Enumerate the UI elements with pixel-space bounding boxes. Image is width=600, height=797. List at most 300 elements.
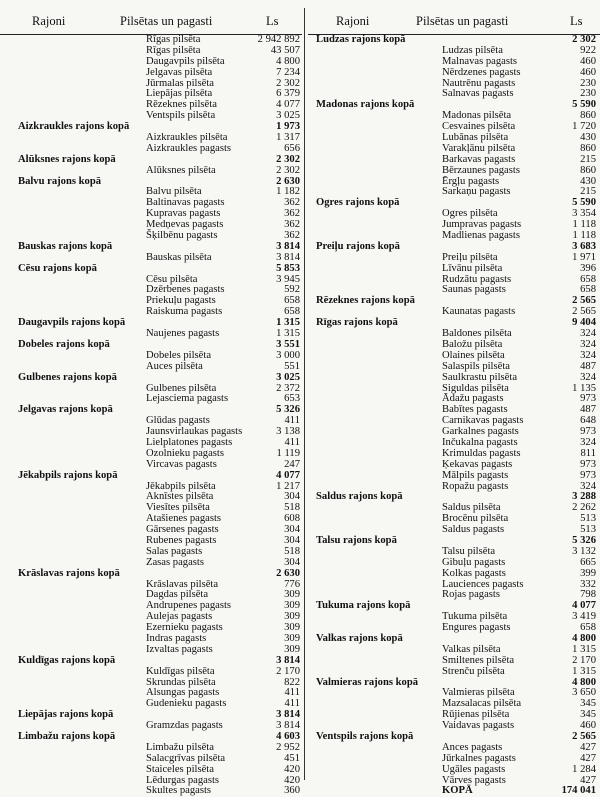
- amount-ls: 1 119: [276, 447, 300, 459]
- amount-ls: 5 326: [276, 404, 300, 416]
- place-name: Baložu pilsēta: [442, 338, 503, 350]
- district-name: Cēsu rajons kopā: [18, 262, 97, 274]
- amount-ls: 860: [580, 164, 596, 176]
- place-name: Ludzas pilsēta: [442, 44, 503, 56]
- amount-ls: 362: [284, 197, 300, 209]
- header-pilsetas: Pilsētas un pagasti: [120, 14, 213, 28]
- amount-ls: 396: [580, 262, 596, 274]
- district-total-row: [0, 264, 302, 275]
- amount-ls: 43 507: [270, 44, 300, 56]
- amount-ls: 324: [580, 349, 596, 361]
- amount-ls: 658: [580, 284, 596, 296]
- place-name: Ādažu pagasts: [442, 393, 504, 405]
- place-name: Saulkrastu pilsēta: [442, 371, 518, 383]
- place-name: Gudenieku pagasts: [146, 698, 227, 710]
- place-name: Valkas pilsēta: [442, 643, 501, 655]
- amount-ls: 1 317: [276, 132, 300, 144]
- amount-ls: 592: [284, 284, 300, 296]
- place-name: Mazsalacas pilsēta: [442, 698, 522, 710]
- district-name: Balvu rajons kopā: [18, 175, 102, 187]
- place-name: Aulejas pagasts: [146, 611, 213, 623]
- amount-ls: 3 419: [572, 611, 596, 623]
- amount-ls: 2 170: [276, 665, 300, 677]
- district-name: Saldus rajons kopā: [316, 491, 403, 503]
- place-name: Carnikavas pagasts: [442, 415, 524, 427]
- district-name: Kuldīgas rajons kopā: [18, 654, 116, 666]
- place-name: Rubenes pagasts: [146, 534, 217, 546]
- amount-ls: 648: [580, 415, 596, 427]
- place-name: Valmieras pilsēta: [442, 687, 515, 699]
- place-name: Baldones pilsēta: [442, 328, 512, 340]
- amount-ls: 2 302: [572, 34, 596, 45]
- amount-ls: 420: [284, 774, 300, 786]
- amount-ls: 658: [284, 295, 300, 307]
- place-name: Vaidavas pagasts: [442, 720, 515, 732]
- place-name: Salacgrīvas pilsēta: [146, 752, 226, 764]
- amount-ls: 304: [284, 534, 300, 546]
- amount-ls: 3 288: [572, 491, 596, 503]
- place-name: Vārves pagasts: [442, 774, 506, 786]
- district-name: Jēkabpils rajons kopā: [18, 469, 118, 481]
- amount-ls: 658: [284, 306, 300, 318]
- amount-ls: 656: [284, 142, 300, 154]
- amount-ls: 411: [284, 687, 300, 699]
- amount-ls: 2 302: [276, 77, 300, 89]
- table-row: [0, 667, 302, 678]
- place-name: Medņevas pagasts: [146, 219, 224, 231]
- place-name: Nautrēnu pagasts: [442, 77, 516, 89]
- district-name: Madonas rajons kopā: [316, 99, 415, 111]
- district-name: Daugavpils rajons kopā: [18, 317, 126, 329]
- place-name: Salas pagasts: [146, 545, 203, 557]
- place-name: Limbažu pilsēta: [146, 741, 214, 753]
- amount-ls: 3 138: [276, 426, 300, 438]
- amount-ls: 2 302: [276, 153, 300, 165]
- place-name: Auces pilsēta: [146, 360, 203, 372]
- table-row: [308, 264, 600, 275]
- district-name: Rīgas rajons kopā: [316, 317, 398, 329]
- amount-ls: 5 590: [572, 99, 596, 111]
- place-name: Jelgavas pilsēta: [146, 66, 213, 78]
- place-name: Dzērbenes pagasts: [146, 284, 225, 296]
- table-row: [308, 667, 600, 678]
- amount-ls: 345: [580, 709, 596, 721]
- amount-ls: 1 720: [572, 121, 596, 133]
- amount-ls: 3 650: [572, 687, 596, 699]
- district-name: Valkas rajons kopā: [316, 632, 403, 644]
- amount-ls: 345: [580, 698, 596, 710]
- place-name: Lēdurgas pagasts: [146, 774, 220, 786]
- place-name: Rīgas pilsēta: [146, 44, 201, 56]
- amount-ls: 4 800: [572, 632, 596, 644]
- place-name: Babītes pagasts: [442, 404, 508, 416]
- header-ls: Ls: [570, 14, 583, 28]
- amount-ls: 653: [284, 393, 300, 405]
- place-name: Skrundas pilsēta: [146, 676, 216, 688]
- place-name: Kuldīgas pilsēta: [146, 665, 215, 677]
- place-name: Kaunatas pagasts: [442, 306, 516, 318]
- place-name: Zasas pagasts: [146, 556, 204, 568]
- place-name: Malnavas pagasts: [442, 55, 518, 67]
- amount-ls: 427: [580, 752, 596, 764]
- amount-ls: 362: [284, 219, 300, 231]
- place-name: Mālpils pagasts: [442, 469, 509, 481]
- district-name: Dobeles rajons kopā: [18, 338, 110, 350]
- amount-ls: 3 025: [276, 371, 300, 383]
- place-name: Strenču pilsēta: [442, 665, 505, 677]
- amount-ls: 658: [580, 273, 596, 285]
- place-name: Rīgas pilsēta: [146, 34, 201, 45]
- district-total-row: [0, 373, 302, 384]
- place-name: Talsu pilsēta: [442, 545, 496, 557]
- amount-ls: 1 135: [572, 382, 596, 394]
- table-row: [0, 765, 302, 776]
- place-name: Krimuldas pagasts: [442, 447, 521, 459]
- amount-ls: 324: [580, 371, 596, 383]
- place-name: Andrupenes pagasts: [146, 600, 232, 612]
- amount-ls: 309: [284, 632, 300, 644]
- place-name: Lielplatones pagasts: [146, 436, 233, 448]
- place-name: Balvu pilsēta: [146, 186, 202, 198]
- amount-ls: 3 025: [276, 110, 300, 122]
- table-row: [308, 558, 600, 569]
- district-name: Gulbenes rajons kopā: [18, 371, 117, 383]
- amount-ls: 174 041: [561, 785, 596, 797]
- amount-ls: 2 565: [572, 731, 596, 742]
- amount-ls: 304: [284, 556, 300, 568]
- table-row: [0, 68, 302, 79]
- amount-ls: 3 814: [276, 240, 300, 252]
- place-name: Indras pagasts: [146, 632, 207, 644]
- amount-ls: 1 971: [572, 251, 596, 263]
- district-name: Alūksnes rajons kopā: [18, 153, 116, 165]
- place-name: Bauskas pilsēta: [146, 251, 212, 263]
- place-name: Engures pagasts: [442, 622, 511, 634]
- place-name: Alsungas pagasts: [146, 687, 220, 699]
- amount-ls: 822: [284, 676, 300, 688]
- place-name: Gārsenes pagasts: [146, 524, 219, 536]
- table-row: [0, 558, 302, 569]
- place-name: Ezernieku pagasts: [146, 622, 223, 634]
- district-name: Preiļu rajons kopā: [316, 240, 400, 252]
- amount-ls: 518: [284, 545, 300, 557]
- amount-ls: 4 077: [276, 469, 300, 481]
- header-ls: Ls: [266, 14, 279, 28]
- amount-ls: 324: [580, 328, 596, 340]
- column-divider: [304, 8, 305, 780]
- place-name: Ērgļu pagasts: [442, 175, 500, 187]
- place-name: Glūdas pagasts: [146, 415, 210, 427]
- amount-ls: 427: [580, 774, 596, 786]
- amount-ls: 7 234: [276, 66, 300, 78]
- amount-ls: 5 590: [572, 197, 596, 209]
- place-name: Siguldas pilsēta: [442, 382, 509, 394]
- amount-ls: 430: [580, 175, 596, 187]
- amount-ls: 2 302: [276, 164, 300, 176]
- place-name: Ogres pilsēta: [442, 208, 498, 220]
- amount-ls: 518: [284, 502, 300, 514]
- amount-ls: 487: [580, 360, 596, 372]
- amount-ls: 973: [580, 469, 596, 481]
- amount-ls: 2 630: [276, 567, 300, 579]
- district-name: Krāslavas rajons kopā: [18, 567, 120, 579]
- table-row: [0, 166, 302, 177]
- place-name: Vircavas pagasts: [146, 458, 217, 470]
- amount-ls: 860: [580, 142, 596, 154]
- place-name: Olaines pilsēta: [442, 349, 505, 361]
- table-row: [0, 460, 302, 471]
- table-row: [308, 373, 600, 384]
- place-name: Staiceles pilsēta: [146, 763, 214, 775]
- place-name: Ugāles pagasts: [442, 763, 506, 775]
- amount-ls: 1 315: [572, 643, 596, 655]
- place-name: Lejasciema pagasts: [146, 393, 229, 405]
- left-table-rows: [0, 35, 302, 797]
- amount-ls: 2 952: [276, 741, 300, 753]
- amount-ls: 411: [284, 436, 300, 448]
- place-name: Aknīstes pilsēta: [146, 491, 214, 503]
- amount-ls: 460: [580, 66, 596, 78]
- amount-ls: 309: [284, 643, 300, 655]
- amount-ls: 247: [284, 458, 300, 470]
- place-name: Jumpravas pagasts: [442, 219, 522, 231]
- place-name: Kupravas pagasts: [146, 208, 221, 220]
- amount-ls: 3 000: [276, 349, 300, 361]
- place-name: Preiļu pilsēta: [442, 251, 498, 263]
- amount-ls: 362: [284, 208, 300, 220]
- place-name: Inčukalna pagasts: [442, 436, 518, 448]
- amount-ls: 460: [580, 55, 596, 67]
- place-name: Liepājas pilsēta: [146, 88, 213, 100]
- place-name: Līvānu pilsēta: [442, 262, 503, 274]
- amount-ls: 973: [580, 458, 596, 470]
- amount-ls: 2 565: [572, 306, 596, 318]
- amount-ls: 1 182: [276, 186, 300, 198]
- district-name: Ventspils rajons kopā: [316, 731, 414, 742]
- amount-ls: 215: [580, 153, 596, 165]
- place-name: Ances pagasts: [442, 741, 503, 753]
- amount-ls: 860: [580, 110, 596, 122]
- place-name: Jūrkalnes pagasts: [442, 752, 516, 764]
- place-name: Atašienes pagasts: [146, 513, 222, 525]
- amount-ls: 3 132: [572, 545, 596, 557]
- amount-ls: 1 973: [276, 121, 300, 133]
- place-name: Skultes pagasts: [146, 785, 212, 797]
- table-row: [308, 765, 600, 776]
- amount-ls: 309: [284, 622, 300, 634]
- place-name: Kolkas pagasts: [442, 567, 506, 579]
- amount-ls: 427: [580, 741, 596, 753]
- amount-ls: 4 800: [276, 55, 300, 67]
- place-name: Ropažu pagasts: [442, 480, 509, 492]
- amount-ls: 2 565: [572, 295, 596, 307]
- amount-ls: 4 077: [572, 600, 596, 612]
- amount-ls: 411: [284, 698, 300, 710]
- place-name: Barkavas pagasts: [442, 153, 516, 165]
- amount-ls: 608: [284, 513, 300, 525]
- place-name: Rūjienas pilsēta: [442, 709, 510, 721]
- amount-ls: 5 853: [276, 262, 300, 274]
- place-name: Rēzeknes pilsēta: [146, 99, 217, 111]
- table-row: [308, 471, 600, 482]
- place-name: Krāslavas pilsēta: [146, 578, 219, 590]
- place-name: Nērdzenes pagasts: [442, 66, 521, 78]
- place-name: Jēkabpils pilsēta: [146, 480, 216, 492]
- amount-ls: 332: [580, 578, 596, 590]
- amount-ls: 360: [284, 785, 300, 797]
- amount-ls: 324: [580, 480, 596, 492]
- amount-ls: 3 683: [572, 240, 596, 252]
- place-name: Viesītes pilsēta: [146, 502, 210, 514]
- amount-ls: 324: [580, 338, 596, 350]
- place-name: Brocēnu pilsēta: [442, 513, 509, 525]
- amount-ls: 1 315: [276, 317, 300, 329]
- district-total-row: [0, 569, 302, 580]
- amount-ls: 658: [580, 622, 596, 634]
- place-name: Saunas pagasts: [442, 284, 506, 296]
- amount-ls: 4 603: [276, 731, 300, 742]
- place-name: Aizkraukles pilsēta: [146, 132, 228, 144]
- amount-ls: 309: [284, 589, 300, 601]
- place-name: Dagdas pilsēta: [146, 589, 209, 601]
- district-name: Aizkraukles rajons kopā: [18, 121, 130, 133]
- place-name: Jaunsvirlaukas pagasts: [146, 426, 243, 438]
- district-name: Tukuma rajons kopā: [316, 600, 411, 612]
- place-name: Madonas pilsēta: [442, 110, 512, 122]
- amount-ls: 3 814: [276, 720, 300, 732]
- place-name: Lauciences pagasts: [442, 578, 524, 590]
- place-name: Jūrmalas pilsēta: [146, 77, 214, 89]
- amount-ls: 324: [580, 436, 596, 448]
- place-name: Ķekavas pagasts: [442, 458, 513, 470]
- right-table-rows: [308, 35, 600, 797]
- place-name: Gibuļu pagasts: [442, 556, 506, 568]
- place-name: Priekuļu pagasts: [146, 295, 216, 307]
- amount-ls: 420: [284, 763, 300, 775]
- place-name: Salaspils pilsēta: [442, 360, 510, 372]
- amount-ls: 1 284: [572, 763, 596, 775]
- amount-ls: 451: [284, 752, 300, 764]
- place-name: Lubānas pilsēta: [442, 132, 509, 144]
- place-name: Cēsu pilsēta: [146, 273, 198, 285]
- amount-ls: 9 404: [572, 317, 596, 329]
- place-name: Cesvaines pilsēta: [442, 121, 516, 133]
- place-name: Salnavas pagasts: [442, 88, 514, 100]
- amount-ls: 1 315: [276, 328, 300, 340]
- place-name: Gramzdas pagasts: [146, 720, 223, 732]
- amount-ls: 3 814: [276, 709, 300, 721]
- district-name: Ludzas rajons kopā: [316, 34, 406, 45]
- district-name: Talsu rajons kopā: [316, 534, 397, 546]
- header-rajoni: Rajoni: [32, 14, 66, 28]
- amount-ls: 776: [284, 578, 300, 590]
- amount-ls: 309: [284, 611, 300, 623]
- district-name: Rēzeknes rajons kopā: [316, 295, 415, 307]
- amount-ls: 1 315: [572, 665, 596, 677]
- amount-ls: 2 262: [572, 502, 596, 514]
- amount-ls: 6 379: [276, 88, 300, 100]
- amount-ls: 304: [284, 491, 300, 503]
- place-name: Baltinavas pagasts: [146, 197, 225, 209]
- amount-ls: 430: [580, 132, 596, 144]
- amount-ls: 811: [580, 447, 596, 459]
- place-name: Daugavpils pilsēta: [146, 55, 225, 67]
- district-name: Limbažu rajons kopā: [18, 731, 116, 742]
- amount-ls: 5 326: [572, 534, 596, 546]
- amount-ls: 3 814: [276, 654, 300, 666]
- amount-ls: 460: [580, 720, 596, 732]
- table-row: [308, 362, 600, 373]
- place-name: Bērzaunes pagasts: [442, 164, 520, 176]
- district-name: Ogres rajons kopā: [316, 197, 400, 209]
- place-name: Gulbenes pilsēta: [146, 382, 217, 394]
- place-name: Raiskuma pagasts: [146, 306, 223, 318]
- amount-ls: 513: [580, 524, 596, 536]
- amount-ls: 487: [580, 404, 596, 416]
- table-row: [308, 68, 600, 79]
- amount-ls: 1 118: [572, 230, 596, 242]
- amount-ls: 362: [284, 230, 300, 242]
- grand-total-row: [308, 786, 600, 797]
- amount-ls: 309: [284, 600, 300, 612]
- right-column: [308, 8, 600, 797]
- place-name: Izvaltas pagasts: [146, 643, 213, 655]
- place-name: Saldus pagasts: [442, 524, 505, 536]
- table-row: [308, 166, 600, 177]
- amount-ls: 4 800: [572, 676, 596, 688]
- place-name: Sarkaņu pagasts: [442, 186, 511, 198]
- district-total-row: [0, 471, 302, 482]
- place-name: Ozolnieku pagasts: [146, 447, 224, 459]
- table-row: [308, 569, 600, 580]
- amount-ls: 1 217: [276, 480, 300, 492]
- place-name: Smiltenes pilsēta: [442, 654, 515, 666]
- amount-ls: 215: [580, 186, 596, 198]
- place-name: KOPĀ: [442, 785, 473, 797]
- left-column: [0, 8, 302, 797]
- amount-ls: 399: [580, 567, 596, 579]
- table-row: [0, 786, 302, 797]
- place-name: Varakļānu pilsēta: [442, 142, 516, 154]
- table-row: [308, 460, 600, 471]
- amount-ls: 973: [580, 426, 596, 438]
- district-name: Jelgavas rajons kopā: [18, 404, 113, 416]
- place-name: Dobeles pilsēta: [146, 349, 212, 361]
- amount-ls: 665: [580, 556, 596, 568]
- amount-ls: 3 814: [276, 251, 300, 263]
- district-name: Bauskas rajons kopā: [18, 240, 113, 252]
- place-name: Naujenes pagasts: [146, 328, 220, 340]
- amount-ls: 230: [580, 88, 596, 100]
- header-pilsetas: Pilsētas un pagasti: [416, 14, 509, 28]
- amount-ls: 551: [284, 360, 300, 372]
- place-name: Rojas pagasts: [442, 589, 500, 601]
- place-name: Madlienas pagasts: [442, 230, 520, 242]
- right-table-header: [308, 8, 600, 35]
- place-name: Tukuma pilsēta: [442, 611, 508, 623]
- amount-ls: 973: [580, 393, 596, 405]
- amount-ls: 3 354: [572, 208, 596, 220]
- amount-ls: 411: [284, 415, 300, 427]
- amount-ls: 230: [580, 77, 596, 89]
- amount-ls: 2 372: [276, 382, 300, 394]
- amount-ls: 2 630: [276, 175, 300, 187]
- amount-ls: 3 551: [276, 338, 300, 350]
- header-rajoni: Rajoni: [336, 14, 370, 28]
- district-name: Liepājas rajons kopā: [18, 709, 114, 721]
- amount-ls: 798: [580, 589, 596, 601]
- district-name: Valmieras rajons kopā: [316, 676, 419, 688]
